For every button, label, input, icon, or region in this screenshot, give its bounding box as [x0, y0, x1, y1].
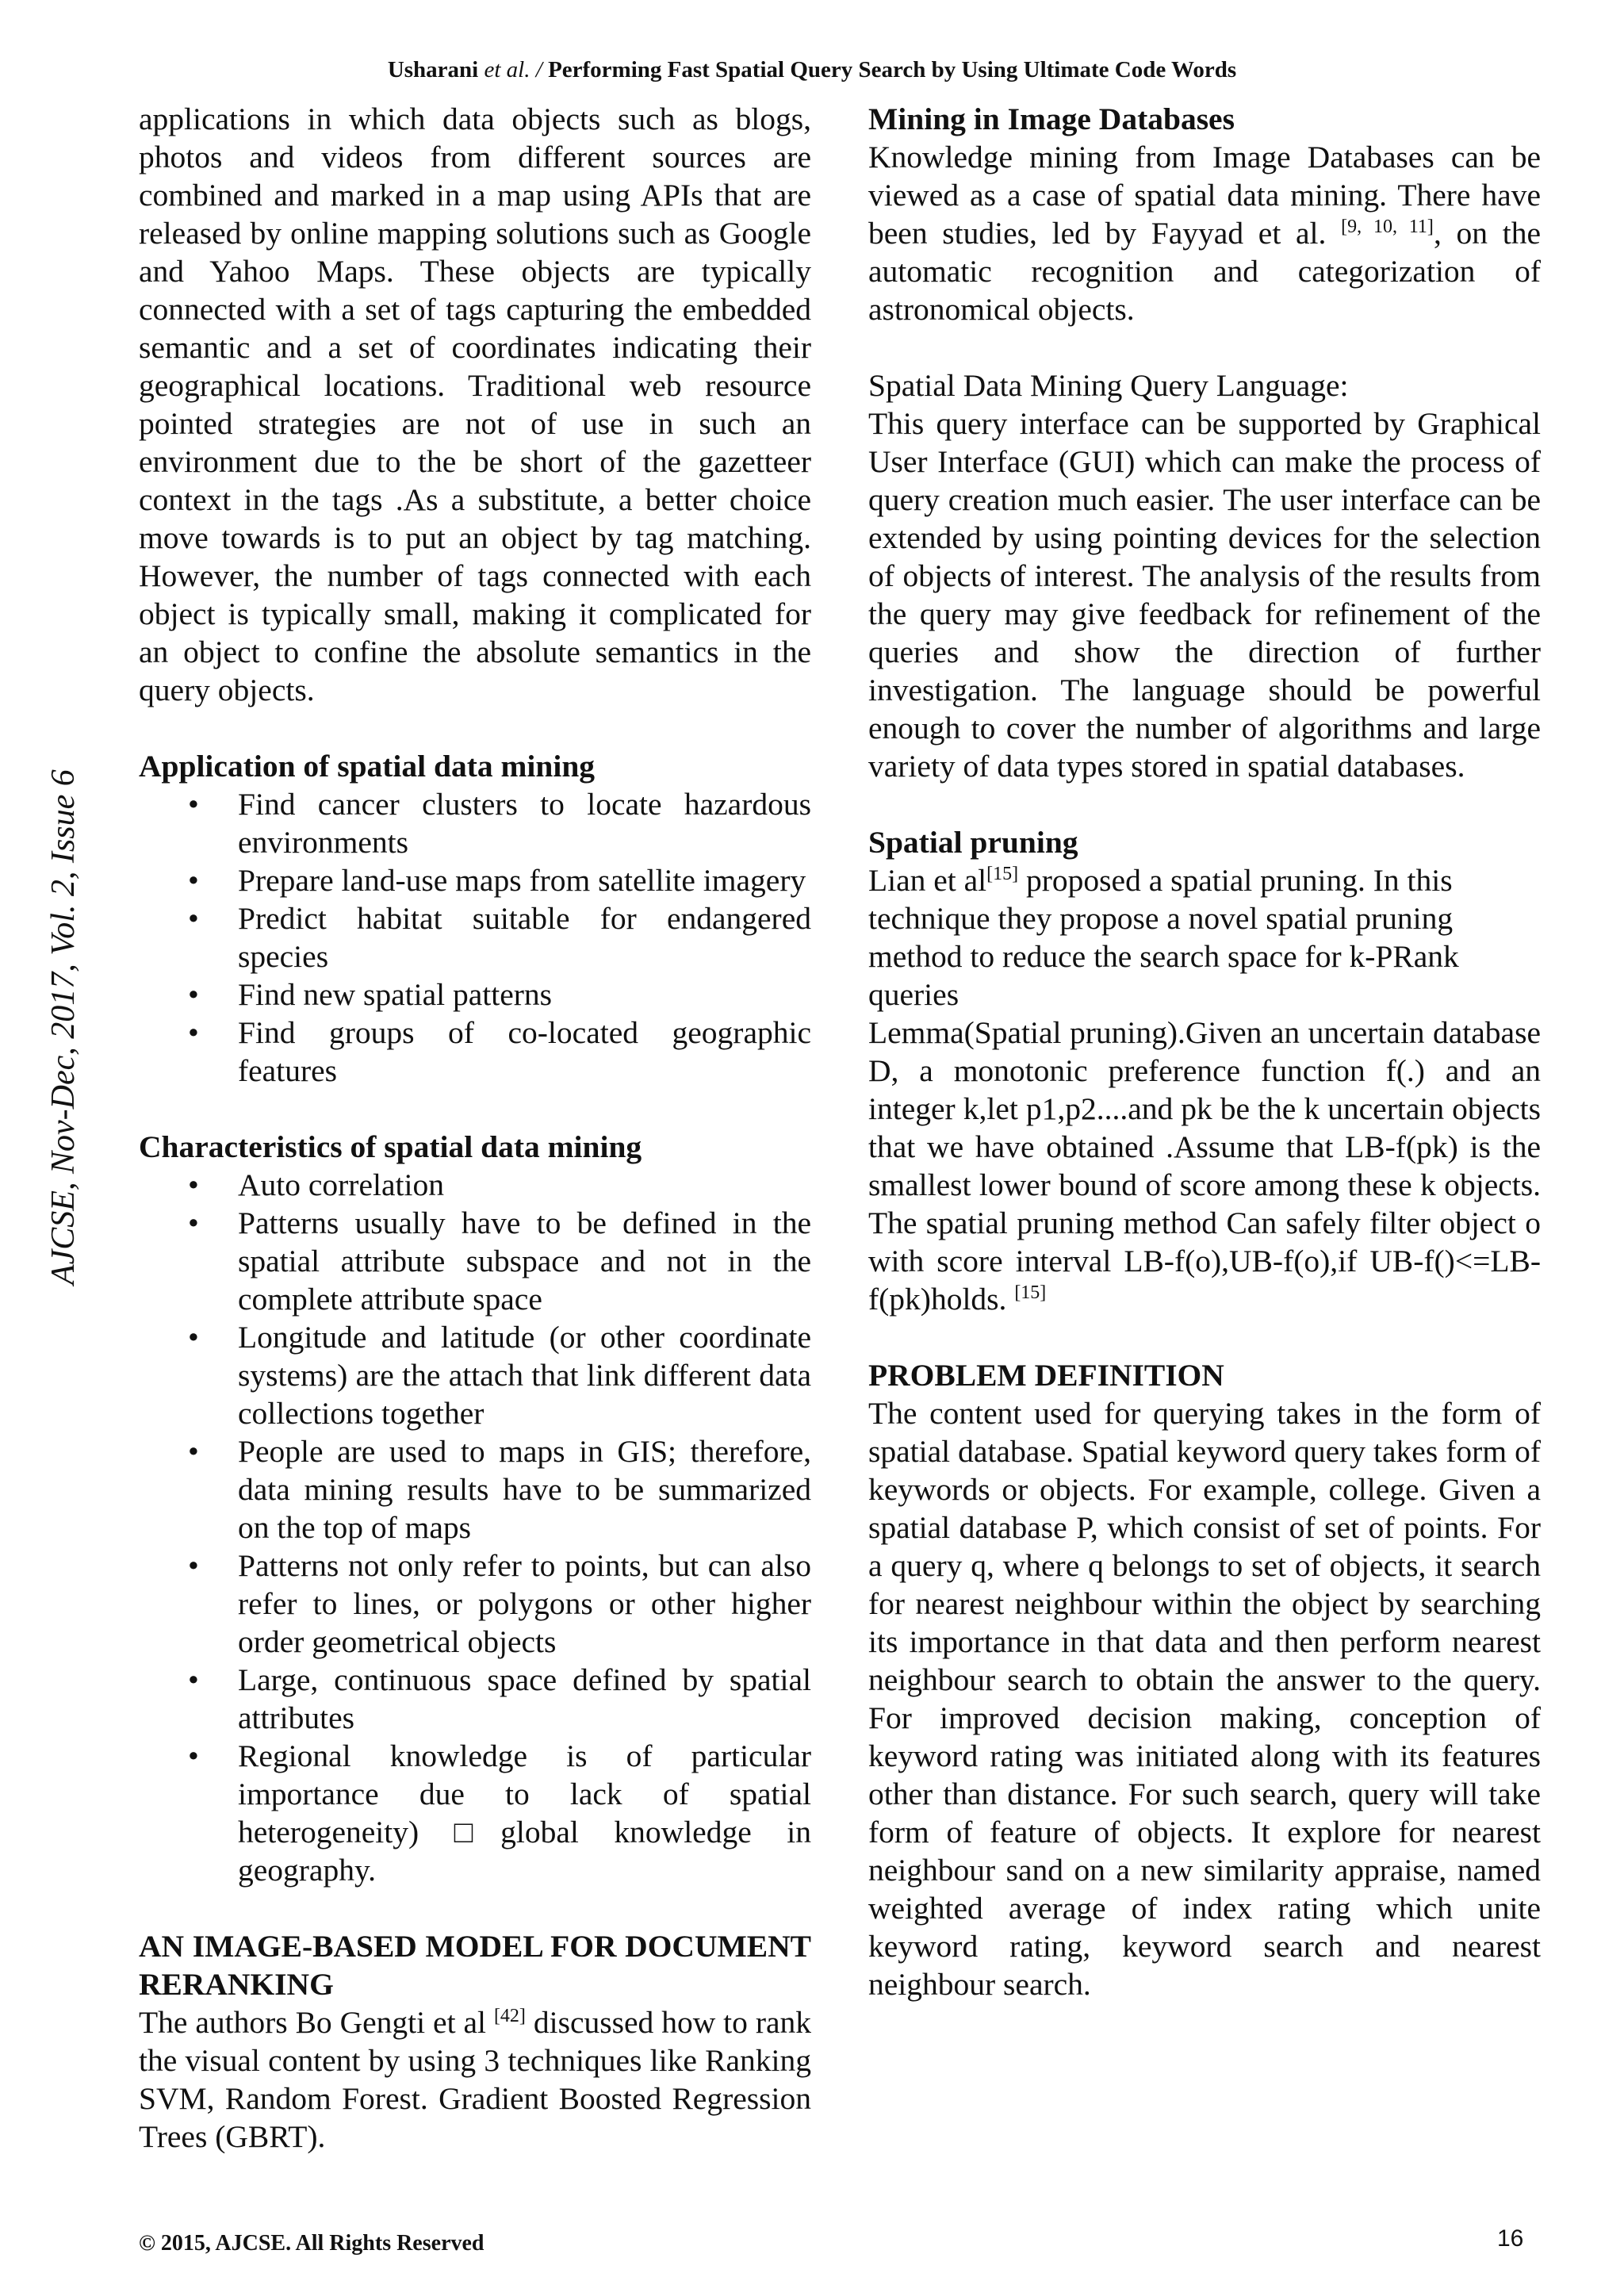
lemma-paragraph: [868, 1014, 1541, 1318]
list-item: • Patterns not only refer to points, but can also refer to lines, or polygons or other higher order geometrical objects: [139, 1547, 811, 1661]
list-item: • People are used to maps in GIS; therefore, data mining results have to be summarized on the top of maps: [139, 1432, 811, 1547]
sdmql-paragraph: This query interface can be supported by Graphical User Interface (GUI) which can make the process of query creation much easier. The user interface can be extended by using pointing devices for the selection of objects of interest. The analysis of the results from the query may give feedback for refinement of the queries and show the direction of further investigation. The language should be powerful enough to cover the number of algorithms and large variety of data types stored in spatial databases.: [868, 406, 1541, 784]
characteristics-heading: Characteristics of spatial data mining: [139, 1129, 642, 1164]
mining-paragraph: [868, 138, 1541, 328]
list-item: • Find cancer clusters to locate hazardous environments: [139, 785, 811, 861]
pruning-text-a: Lian et al: [868, 863, 987, 898]
pruning-text-b: proposed a spatial pruning. In this technique they propose a novel spatial pruning method to reduce the search space for k-PRank queries: [868, 863, 1459, 1012]
list-item: • Longitude and latitude (or other coordinate systems) are the attach that link different data collections together: [139, 1318, 811, 1432]
pruning-paragraph: [868, 861, 1541, 1014]
image-text-b: discussed how to rank the visual content by using 3 techniques like Ranking SVM, Random Forest. Gradient Boosted Regression Trees (GBRT).: [139, 2005, 812, 2154]
page-number: 16: [1497, 2225, 1524, 2252]
citation: [15]: [986, 864, 1019, 884]
lemma-text: Lemma(Spatial pruning).Given an uncertain database D, a monotonic preference function f(.) and an integer k,let p1,p2....and pk be the k uncertain objects that we have obtained .Assume that LB-f(pk) is the smallest lower bound of score among these k objects. The spatial pruning method Can safely filter object o with score interval LB-f(o),UB-f(o),if UB-f()<=LB-f(pk)holds.: [868, 1015, 1541, 1317]
problem-paragraph: The content used for querying takes in the form of spatial database. Spatial keyword query takes form of keywords or objects. For example, college. Given a spatial database P, which consist of set of points. For a query q, where q belongs to set of objects, it search for nearest neighbour within the object by searching its importance in that data and then perform nearest neighbour search to obtain the answer to the query. For improved decision making, conception of keyword rating was initiated along with its features other than distance. For such search, query will take form of feature of objects. It explore for nearest neighbour sand on a new similarity appraise, named weighted average of index rating which unite keyword rating, keyword search and nearest neighbour search.: [868, 1396, 1541, 2002]
citation: [15]: [1014, 1282, 1047, 1303]
image-text-a: The authors Bo Gengti et al: [139, 2005, 486, 2040]
running-header: [0, 57, 1624, 83]
list-item: • Auto correlation: [139, 1166, 811, 1204]
list-item: • Find new spatial patterns: [139, 976, 811, 1014]
pruning-heading: Spatial pruning: [868, 825, 1078, 860]
characteristics-list: [139, 1166, 811, 1889]
side-journal-label: AJCSE, Nov-Dec, 2017, Vol. 2, Issue 6: [45, 769, 82, 1285]
citation: [9, 10, 11]: [1341, 217, 1434, 237]
intro-paragraph: applications in which data objects such as blogs, photos and videos from different sources are combined and marked in a map using APIs that are released by online mapping solutions such as Google and Yahoo Maps. These objects are typically connected with a set of tags capturing the embedded semantic and a set of coordinates indicating their geographical locations. Traditional web resource pointed strategies are not of use in such an environment due to the be short of the gazetteer context in the tags .As a substitute, a better choice move towards is to put an object by tag matching. However, the number of tags connected with each object is typically small, making it complicated for an object to confine the absolute semantics in the query objects.: [139, 102, 811, 707]
copyright: © 2015, AJCSE. All Rights Reserved: [139, 2231, 485, 2256]
list-item: • Prepare land-use maps from satellite imagery: [139, 861, 811, 899]
header-sep: /: [535, 57, 542, 82]
image-model-paragraph: [139, 2003, 811, 2156]
header-etal: et al.: [484, 57, 530, 82]
image-model-heading: AN IMAGE-BASED MODEL FOR DOCUMENT RERANKING: [139, 1929, 811, 2002]
list-item: • Predict habitat suitable for endangered species: [139, 899, 811, 976]
list-item: • Find groups of co-located geographic features: [139, 1014, 811, 1090]
header-authors: Usharani: [387, 57, 479, 82]
mining-text-b: , on the automatic recognition and categorization of astronomical objects.: [868, 216, 1542, 327]
list-item: • Patterns usually have to be defined in the spatial attribute subspace and not in the complete attribute space: [139, 1204, 811, 1318]
problem-heading: PROBLEM DEFINITION: [868, 1358, 1224, 1393]
sdmql-heading: Spatial Data Mining Query Language:: [868, 368, 1349, 403]
right-column: [868, 100, 1541, 2003]
application-list: [139, 785, 811, 1090]
citation: [42]: [493, 2006, 526, 2026]
header-title: Performing Fast Spatial Query Search by Using Ultimate Code Words: [548, 57, 1237, 82]
list-item: • Regional knowledge is of particular importance due to lack of spatial heterogeneity) □global knowledge in geography.: [139, 1737, 811, 1889]
application-heading: Application of spatial data mining: [139, 749, 596, 784]
mining-heading: Mining in Image Databases: [868, 102, 1235, 136]
list-item: • Large, continuous space defined by spatial attributes: [139, 1661, 811, 1737]
left-column: [139, 100, 811, 2156]
mining-text-a: Knowledge mining from Image Databases can be viewed as a case of spatial data mining. There have been studies, led by Fayyad et al.: [868, 140, 1541, 251]
